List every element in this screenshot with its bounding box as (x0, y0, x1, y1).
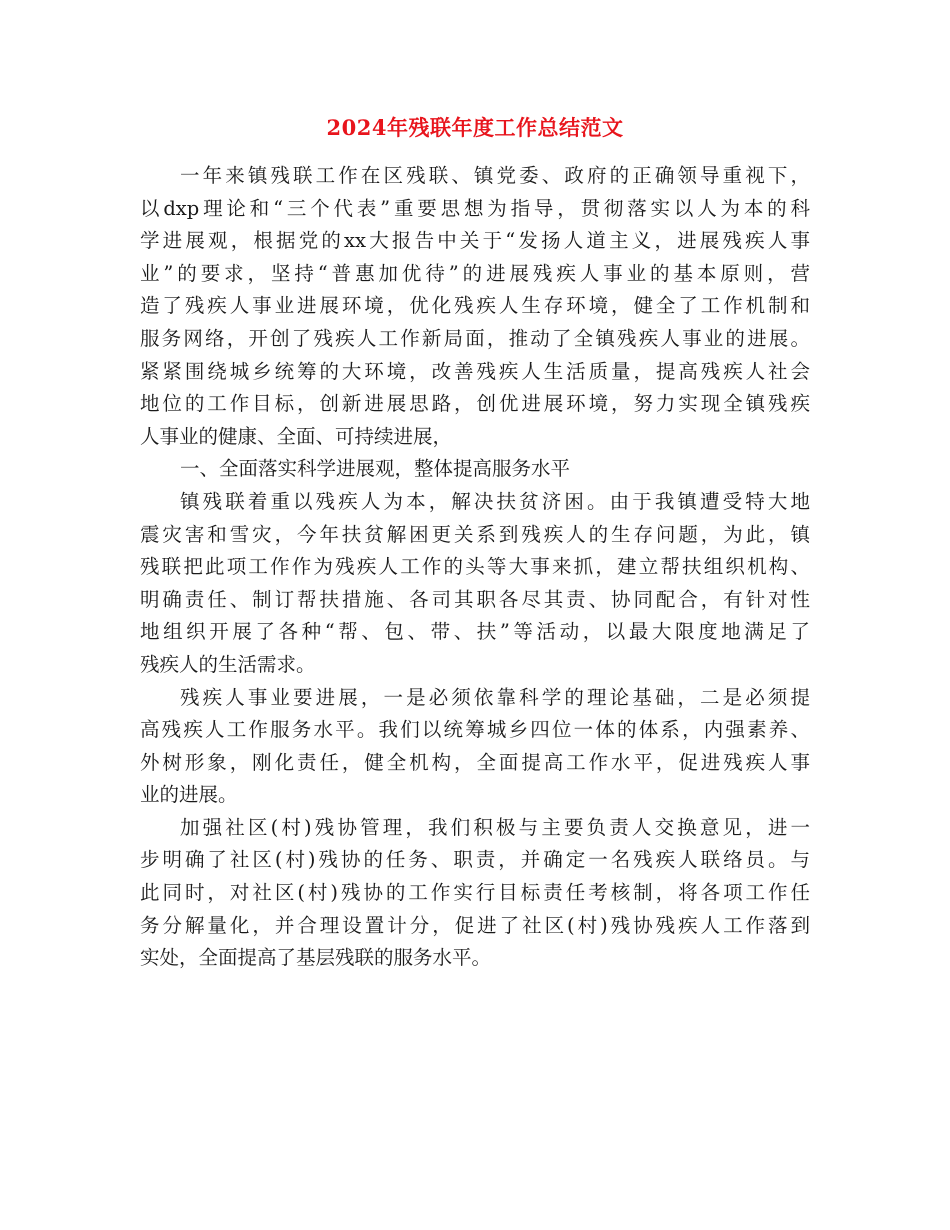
paragraph-line: 服务网络，开创了残疾人工作新局面，推动了全镇残疾人事业的进展。 (140, 326, 810, 350)
paragraph-line: 残联把此项工作作为残疾人工作的头等大事来抓，建立帮扶组织机构、 (140, 555, 810, 579)
paragraph-line: 残疾人的生活需求。 (140, 652, 316, 676)
document-title: 2024年残联年度工作总结范文 (326, 115, 624, 140)
paragraph (140, 812, 810, 975)
paragraph-line: 人事业的健康、全面、可持续进展， (140, 424, 453, 448)
paragraph (140, 486, 810, 682)
paragraph (140, 160, 810, 453)
paragraph-line: 业的进展。 (140, 783, 238, 807)
document-body (140, 160, 810, 975)
paragraph-line: 实处，全面提高了基层残联的服务水平。 (140, 946, 492, 970)
paragraph-line: 学进展观，根据党的xx大报告中关于“发扬人道主义，进展残疾人事 (140, 229, 810, 253)
paragraph-line: 一、全面落实科学进展观，整体提高服务水平 (180, 457, 571, 481)
paragraph-line: 紧紧围绕城乡统筹的大环境，改善残疾人生活质量，提高残疾人社会 (140, 359, 810, 383)
paragraph-line: 明确责任、制订帮扶措施、各司其职各尽其责、协同配合，有针对性 (140, 587, 810, 611)
paragraph (140, 682, 810, 812)
paragraph-line: 以dxp理论和“三个代表”重要思想为指导，贯彻落实以人为本的科 (140, 196, 810, 220)
paragraph-line: 地组织开展了各种“帮、包、带、扶”等活动，以最大限度地满足了 (140, 620, 810, 644)
paragraph-line: 残疾人事业要进展，一是必须依靠科学的理论基础，二是必须提 (180, 685, 810, 709)
paragraph-line: 一年来镇残联工作在区残联、镇党委、政府的正确领导重视下， (180, 164, 810, 187)
paragraph-line: 此同时，对社区(村)残协的工作实行目标责任考核制，将各项工作任 (140, 881, 810, 905)
paragraph-line: 地位的工作目标，创新进展思路，创优进展环境，努力实现全镇残疾 (140, 392, 810, 416)
paragraph-line: 造了残疾人事业进展环境，优化残疾人生存环境，健全了工作机制和 (140, 294, 810, 318)
paragraph-line: 业”的要求，坚持“普惠加优待”的进展残疾人事业的基本原则，营 (140, 261, 810, 285)
paragraph-line: 镇残联着重以残疾人为本，解决扶贫济困。由于我镇遭受特大地 (180, 489, 810, 513)
paragraph-line: 高残疾人工作服务水平。我们以统筹城乡四位一体的体系，内强素养、 (140, 718, 810, 742)
paragraph (140, 453, 810, 486)
paragraph-line: 外树形象，刚化责任，健全机构，全面提高工作水平，促进残疾人事 (140, 750, 810, 774)
paragraph-line: 震灾害和雪灾，今年扶贫解困更关系到残疾人的生存问题，为此，镇 (140, 522, 810, 546)
paragraph-line: 加强社区(村)残协管理，我们积极与主要负责人交换意见，进一 (180, 815, 810, 839)
paragraph-line: 务分解量化，并合理设置计分，促进了社区(村)残协残疾人工作落到 (140, 913, 810, 937)
paragraph-line: 步明确了社区(村)残协的任务、职责，并确定一名残疾人联络员。与 (140, 848, 810, 872)
